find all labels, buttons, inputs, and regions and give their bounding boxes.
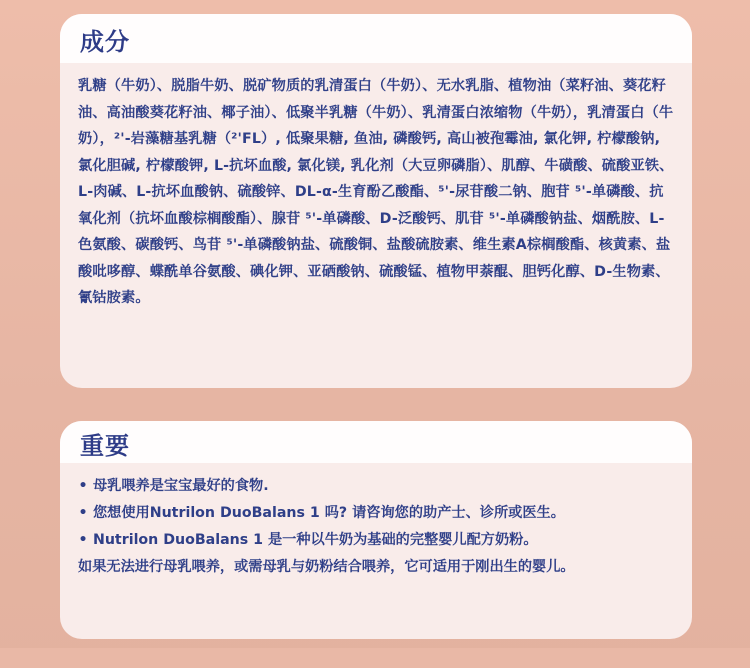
important-extra-text: 如果无法进行母乳喂养，或需母乳与奶粉结合喂养，它可适用于刚出生的婴儿。 — [78, 559, 575, 575]
important-card — [60, 421, 692, 639]
ingredients-title: 成分 — [80, 28, 130, 56]
bottom-band — [0, 648, 750, 668]
important-item-2 — [78, 500, 674, 527]
bullet-icon: • — [78, 505, 88, 521]
ingredients-card — [60, 14, 692, 388]
important-item-1 — [78, 473, 674, 500]
bullet-icon: • — [78, 478, 88, 494]
important-item-3 — [78, 527, 674, 554]
important-item-text: 您想使用Nutrilon DuoBalans 1 吗? 请咨询您的助产士、诊所或医生。 — [92, 505, 565, 521]
ingredients-text: 乳糖（牛奶）、脱脂牛奶、脱矿物质的乳清蛋白（牛奶）、无水乳脂、植物油（菜籽油、葵花籽油、高油酸葵花籽油、椰子油）、低聚半乳糖（牛奶）、乳清蛋白浓缩物（牛奶），乳清蛋白（牛奶），²'-岩藻糖基乳糖（²'FL）, 低聚果糖, 鱼油, 磷酸钙, 高山被孢霉油, 氯化钾, 柠檬酸钠, 氯化胆碱, 柠檬酸钾, L-抗坏血酸, 氯化镁, 乳化剂（大豆卵磷脂）、肌醇、牛磺酸、硫酸亚铁、L-肉碱、L-抗坏血酸钠、硫酸锌、DL-α-生育酚乙酸酯、⁵'-尿苷酸二钠、胞苷 ⁵'-单磷酸、抗氧化剂（抗坏血酸棕榈酸酯）、腺苷 ⁵'-单磷酸、D-泛酸钙、肌苷 ⁵'-单磷酸钠盐、烟酰胺、L-色氨酸、碳酸钙、鸟苷 ⁵'-单磷酸钠盐、硫酸铜、盐酸硫胺素、维生素A棕榈酸酯、核黄素、盐酸吡哆醇、蝶酰单谷氨酸、碘化钾、亚硒酸钠、硫酸锰、植物甲萘醌、胆钙化醇、D-生物素、氰钴胺素。 — [78, 78, 674, 306]
bullet-icon: • — [78, 532, 88, 548]
ingredients-header — [60, 14, 692, 63]
important-header — [60, 421, 692, 463]
ingredients-body — [60, 63, 692, 312]
important-item-text: Nutrilon DuoBalans 1 是一种以牛奶为基础的完整婴儿配方奶粉。 — [92, 532, 538, 548]
important-body — [60, 463, 692, 581]
important-list — [78, 473, 674, 554]
important-title: 重要 — [80, 432, 130, 460]
important-item-text: 母乳喂养是宝宝最好的食物. — [92, 478, 269, 494]
